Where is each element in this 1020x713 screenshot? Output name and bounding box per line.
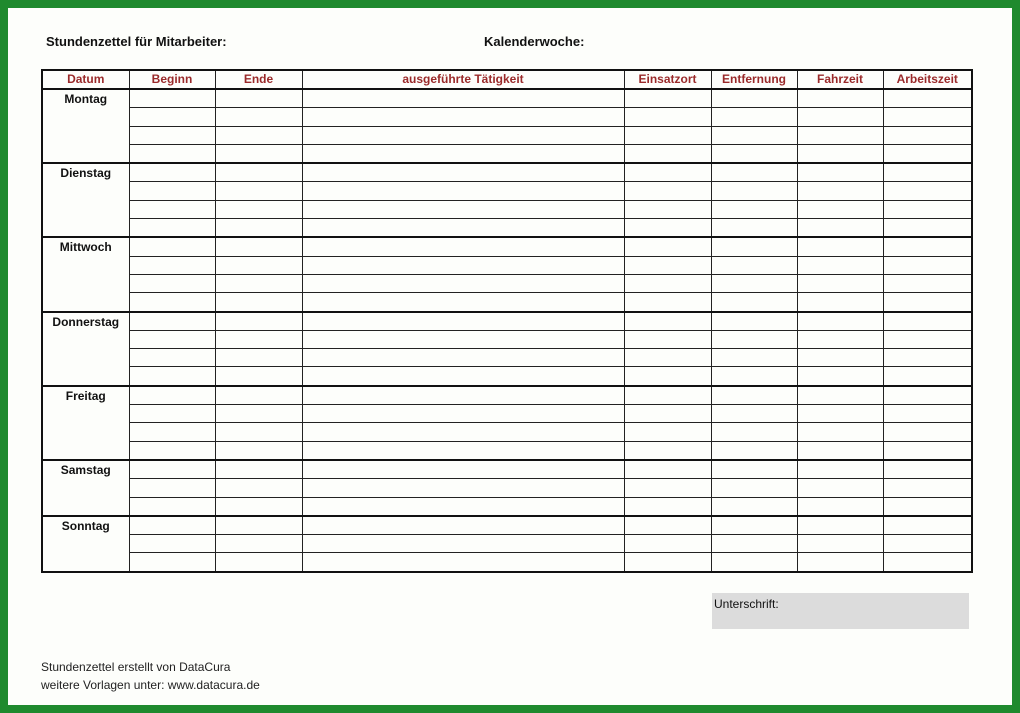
entry-cell[interactable] — [129, 200, 215, 218]
entry-cell[interactable] — [797, 423, 883, 441]
entry-cell[interactable] — [302, 293, 624, 312]
table-row — [42, 293, 972, 312]
entry-cell[interactable] — [797, 312, 883, 331]
entry-cell[interactable] — [624, 535, 711, 553]
entry-cell[interactable] — [797, 460, 883, 479]
entry-cell[interactable] — [129, 126, 215, 144]
entry-cell[interactable] — [302, 163, 624, 182]
entry-cell[interactable] — [797, 386, 883, 405]
entry-cell[interactable] — [624, 126, 711, 144]
table-row — [42, 553, 972, 572]
entry-cell[interactable] — [129, 89, 215, 108]
entry-cell[interactable] — [797, 535, 883, 553]
entry-cell[interactable] — [711, 274, 797, 292]
entry-cell[interactable] — [624, 237, 711, 256]
entry-cell[interactable] — [624, 144, 711, 163]
entry-cell[interactable] — [302, 479, 624, 497]
entry-cell[interactable] — [129, 535, 215, 553]
entry-cell[interactable] — [624, 367, 711, 386]
entry-cell[interactable] — [883, 108, 972, 126]
entry-cell[interactable] — [215, 497, 302, 516]
header-row — [42, 70, 972, 89]
entry-cell[interactable] — [883, 349, 972, 367]
table-row — [42, 441, 972, 460]
entry-cell[interactable] — [883, 126, 972, 144]
table-row — [42, 479, 972, 497]
entry-cell[interactable] — [129, 367, 215, 386]
entry-cell[interactable] — [129, 163, 215, 182]
footer-credit: Stundenzettel erstellt von DataCura — [41, 660, 231, 674]
entry-cell[interactable] — [883, 89, 972, 108]
entry-cell[interactable] — [215, 479, 302, 497]
day-label: Mittwoch — [42, 237, 129, 311]
entry-cell[interactable] — [711, 312, 797, 331]
entry-cell[interactable] — [711, 330, 797, 348]
entry-cell[interactable] — [624, 479, 711, 497]
entry-cell[interactable] — [883, 405, 972, 423]
entry-cell[interactable] — [711, 497, 797, 516]
entry-cell[interactable] — [624, 516, 711, 535]
col-arbeitszeit: Arbeitszeit — [883, 70, 972, 89]
entry-cell[interactable] — [624, 182, 711, 200]
entry-cell[interactable] — [797, 349, 883, 367]
entry-cell[interactable] — [215, 274, 302, 292]
entry-cell[interactable] — [797, 405, 883, 423]
entry-cell[interactable] — [624, 553, 711, 572]
entry-cell[interactable] — [711, 293, 797, 312]
entry-cell[interactable] — [624, 386, 711, 405]
entry-cell[interactable] — [883, 200, 972, 218]
signature-label: Unterschrift: — [714, 597, 779, 611]
entry-cell[interactable] — [302, 330, 624, 348]
col-ende: Ende — [215, 70, 302, 89]
entry-cell[interactable] — [624, 497, 711, 516]
entry-cell[interactable] — [883, 460, 972, 479]
table-row — [42, 386, 972, 405]
week-label: Kalenderwoche: — [484, 34, 585, 49]
entry-cell[interactable] — [624, 330, 711, 348]
day-label: Sonntag — [42, 516, 129, 572]
entry-cell[interactable] — [215, 163, 302, 182]
day-label: Donnerstag — [42, 312, 129, 386]
entry-cell[interactable] — [711, 386, 797, 405]
entry-cell[interactable] — [883, 293, 972, 312]
entry-cell[interactable] — [215, 182, 302, 200]
entry-cell[interactable] — [711, 535, 797, 553]
entry-cell[interactable] — [711, 163, 797, 182]
entry-cell[interactable] — [129, 274, 215, 292]
employee-label: Stundenzettel für Mitarbeiter: — [46, 34, 227, 49]
table-row — [42, 108, 972, 126]
entry-cell[interactable] — [883, 219, 972, 238]
entry-cell[interactable] — [129, 349, 215, 367]
entry-cell[interactable] — [797, 89, 883, 108]
table-row — [42, 219, 972, 238]
entry-cell[interactable] — [711, 237, 797, 256]
entry-cell[interactable] — [302, 89, 624, 108]
col-entfernung: Entfernung — [711, 70, 797, 89]
table-row — [42, 367, 972, 386]
entry-cell[interactable] — [129, 497, 215, 516]
col-datum: Datum — [42, 70, 129, 89]
entry-cell[interactable] — [129, 293, 215, 312]
table-row — [42, 256, 972, 274]
entry-cell[interactable] — [624, 274, 711, 292]
day-label: Freitag — [42, 386, 129, 460]
col-taetigkeit: ausgeführte Tätigkeit — [302, 70, 624, 89]
table-row — [42, 497, 972, 516]
entry-cell[interactable] — [624, 89, 711, 108]
table-row — [42, 274, 972, 292]
entry-cell[interactable] — [624, 256, 711, 274]
entry-cell[interactable] — [129, 330, 215, 348]
entry-cell[interactable] — [215, 219, 302, 238]
entry-cell[interactable] — [302, 126, 624, 144]
day-label: Samstag — [42, 460, 129, 516]
entry-cell[interactable] — [129, 479, 215, 497]
entry-cell[interactable] — [797, 108, 883, 126]
entry-cell[interactable] — [215, 367, 302, 386]
entry-cell[interactable] — [624, 349, 711, 367]
table-row — [42, 126, 972, 144]
table-row — [42, 89, 972, 108]
entry-cell[interactable] — [711, 553, 797, 572]
entry-cell[interactable] — [624, 460, 711, 479]
entry-cell[interactable] — [711, 144, 797, 163]
entry-cell[interactable] — [797, 237, 883, 256]
entry-cell[interactable] — [302, 312, 624, 331]
entry-cell[interactable] — [302, 237, 624, 256]
entry-cell[interactable] — [883, 274, 972, 292]
entry-cell[interactable] — [711, 405, 797, 423]
entry-cell[interactable] — [624, 312, 711, 331]
day-label: Montag — [42, 89, 129, 163]
entry-cell[interactable] — [797, 553, 883, 572]
entry-cell[interactable] — [215, 200, 302, 218]
entry-cell[interactable] — [215, 126, 302, 144]
entry-cell[interactable] — [797, 144, 883, 163]
table-row — [42, 460, 972, 479]
entry-cell[interactable] — [624, 405, 711, 423]
entry-cell[interactable] — [129, 423, 215, 441]
table-row — [42, 330, 972, 348]
entry-cell[interactable] — [129, 553, 215, 572]
footer-link: weitere Vorlagen unter: www.datacura.de — [41, 678, 260, 692]
entry-cell[interactable] — [711, 182, 797, 200]
entry-cell[interactable] — [215, 349, 302, 367]
entry-cell[interactable] — [797, 200, 883, 218]
col-einsatzort: Einsatzort — [624, 70, 711, 89]
entry-cell[interactable] — [624, 441, 711, 460]
entry-cell[interactable] — [129, 256, 215, 274]
entry-cell[interactable] — [711, 367, 797, 386]
entry-cell[interactable] — [624, 293, 711, 312]
entry-cell[interactable] — [797, 126, 883, 144]
entry-cell[interactable] — [302, 516, 624, 535]
entry-cell[interactable] — [883, 237, 972, 256]
entry-cell[interactable] — [215, 441, 302, 460]
entry-cell[interactable] — [215, 553, 302, 572]
entry-cell[interactable] — [797, 479, 883, 497]
entry-cell[interactable] — [215, 460, 302, 479]
entry-cell[interactable] — [711, 219, 797, 238]
entry-cell[interactable] — [883, 497, 972, 516]
entry-cell[interactable] — [711, 89, 797, 108]
entry-cell[interactable] — [797, 330, 883, 348]
entry-cell[interactable] — [711, 108, 797, 126]
entry-cell[interactable] — [302, 144, 624, 163]
entry-cell[interactable] — [797, 497, 883, 516]
entry-cell[interactable] — [883, 144, 972, 163]
entry-cell[interactable] — [711, 441, 797, 460]
entry-cell[interactable] — [215, 256, 302, 274]
entry-cell[interactable] — [883, 312, 972, 331]
entry-cell[interactable] — [883, 479, 972, 497]
entry-cell[interactable] — [129, 312, 215, 331]
table-row — [42, 163, 972, 182]
entry-cell[interactable] — [624, 200, 711, 218]
entry-cell[interactable] — [883, 367, 972, 386]
entry-cell[interactable] — [302, 274, 624, 292]
entry-cell[interactable] — [797, 256, 883, 274]
entry-cell[interactable] — [797, 441, 883, 460]
entry-cell[interactable] — [711, 256, 797, 274]
entry-cell[interactable] — [711, 479, 797, 497]
entry-cell[interactable] — [883, 535, 972, 553]
entry-cell[interactable] — [215, 237, 302, 256]
entry-cell[interactable] — [129, 182, 215, 200]
entry-cell[interactable] — [624, 423, 711, 441]
table-row — [42, 349, 972, 367]
entry-cell[interactable] — [883, 182, 972, 200]
entry-cell[interactable] — [129, 386, 215, 405]
entry-cell[interactable] — [883, 553, 972, 572]
entry-cell[interactable] — [129, 144, 215, 163]
entry-cell[interactable] — [129, 460, 215, 479]
entry-cell[interactable] — [302, 219, 624, 238]
entry-cell[interactable] — [215, 89, 302, 108]
entry-cell[interactable] — [797, 182, 883, 200]
entry-cell[interactable] — [302, 497, 624, 516]
entry-cell[interactable] — [797, 219, 883, 238]
entry-cell[interactable] — [302, 200, 624, 218]
entry-cell[interactable] — [797, 516, 883, 535]
entry-cell[interactable] — [215, 330, 302, 348]
entry-cell[interactable] — [215, 405, 302, 423]
entry-cell[interactable] — [797, 163, 883, 182]
entry-cell[interactable] — [215, 293, 302, 312]
entry-cell[interactable] — [129, 237, 215, 256]
entry-cell[interactable] — [711, 460, 797, 479]
entry-cell[interactable] — [624, 219, 711, 238]
entry-cell[interactable] — [883, 330, 972, 348]
entry-cell[interactable] — [215, 108, 302, 126]
table-row — [42, 405, 972, 423]
entry-cell[interactable] — [883, 423, 972, 441]
entry-cell[interactable] — [883, 163, 972, 182]
entry-cell[interactable] — [129, 108, 215, 126]
entry-cell[interactable] — [302, 423, 624, 441]
entry-cell[interactable] — [797, 293, 883, 312]
entry-cell[interactable] — [711, 200, 797, 218]
entry-cell[interactable] — [302, 535, 624, 553]
entry-cell[interactable] — [711, 126, 797, 144]
entry-cell[interactable] — [302, 367, 624, 386]
day-label: Dienstag — [42, 163, 129, 237]
entry-cell[interactable] — [302, 441, 624, 460]
entry-cell[interactable] — [215, 312, 302, 331]
entry-cell[interactable] — [215, 386, 302, 405]
table-row — [42, 200, 972, 218]
entry-cell[interactable] — [797, 367, 883, 386]
signature-box[interactable] — [712, 593, 969, 629]
entry-cell[interactable] — [302, 386, 624, 405]
table-row — [42, 516, 972, 535]
entry-cell[interactable] — [129, 441, 215, 460]
entry-cell[interactable] — [711, 516, 797, 535]
table-row — [42, 237, 972, 256]
entry-cell[interactable] — [624, 163, 711, 182]
table-row — [42, 535, 972, 553]
timesheet-table — [41, 69, 973, 573]
table-row — [42, 312, 972, 331]
entry-cell[interactable] — [302, 405, 624, 423]
entry-cell[interactable] — [215, 144, 302, 163]
entry-cell[interactable] — [129, 405, 215, 423]
entry-cell[interactable] — [797, 274, 883, 292]
entry-cell[interactable] — [129, 516, 215, 535]
entry-cell[interactable] — [302, 460, 624, 479]
timesheet-body — [42, 89, 972, 572]
entry-cell[interactable] — [711, 423, 797, 441]
col-beginn: Beginn — [129, 70, 215, 89]
entry-cell[interactable] — [302, 108, 624, 126]
entry-cell[interactable] — [302, 182, 624, 200]
entry-cell[interactable] — [215, 516, 302, 535]
entry-cell[interactable] — [883, 256, 972, 274]
entry-cell[interactable] — [302, 553, 624, 572]
entry-cell[interactable] — [883, 386, 972, 405]
table-row — [42, 423, 972, 441]
entry-cell[interactable] — [302, 349, 624, 367]
entry-cell[interactable] — [883, 441, 972, 460]
entry-cell[interactable] — [215, 535, 302, 553]
entry-cell[interactable] — [883, 516, 972, 535]
table-row — [42, 144, 972, 163]
entry-cell[interactable] — [302, 256, 624, 274]
entry-cell[interactable] — [129, 219, 215, 238]
entry-cell[interactable] — [624, 108, 711, 126]
entry-cell[interactable] — [215, 423, 302, 441]
timesheet-page — [8, 8, 1012, 705]
col-fahrzeit: Fahrzeit — [797, 70, 883, 89]
entry-cell[interactable] — [711, 349, 797, 367]
table-row — [42, 182, 972, 200]
